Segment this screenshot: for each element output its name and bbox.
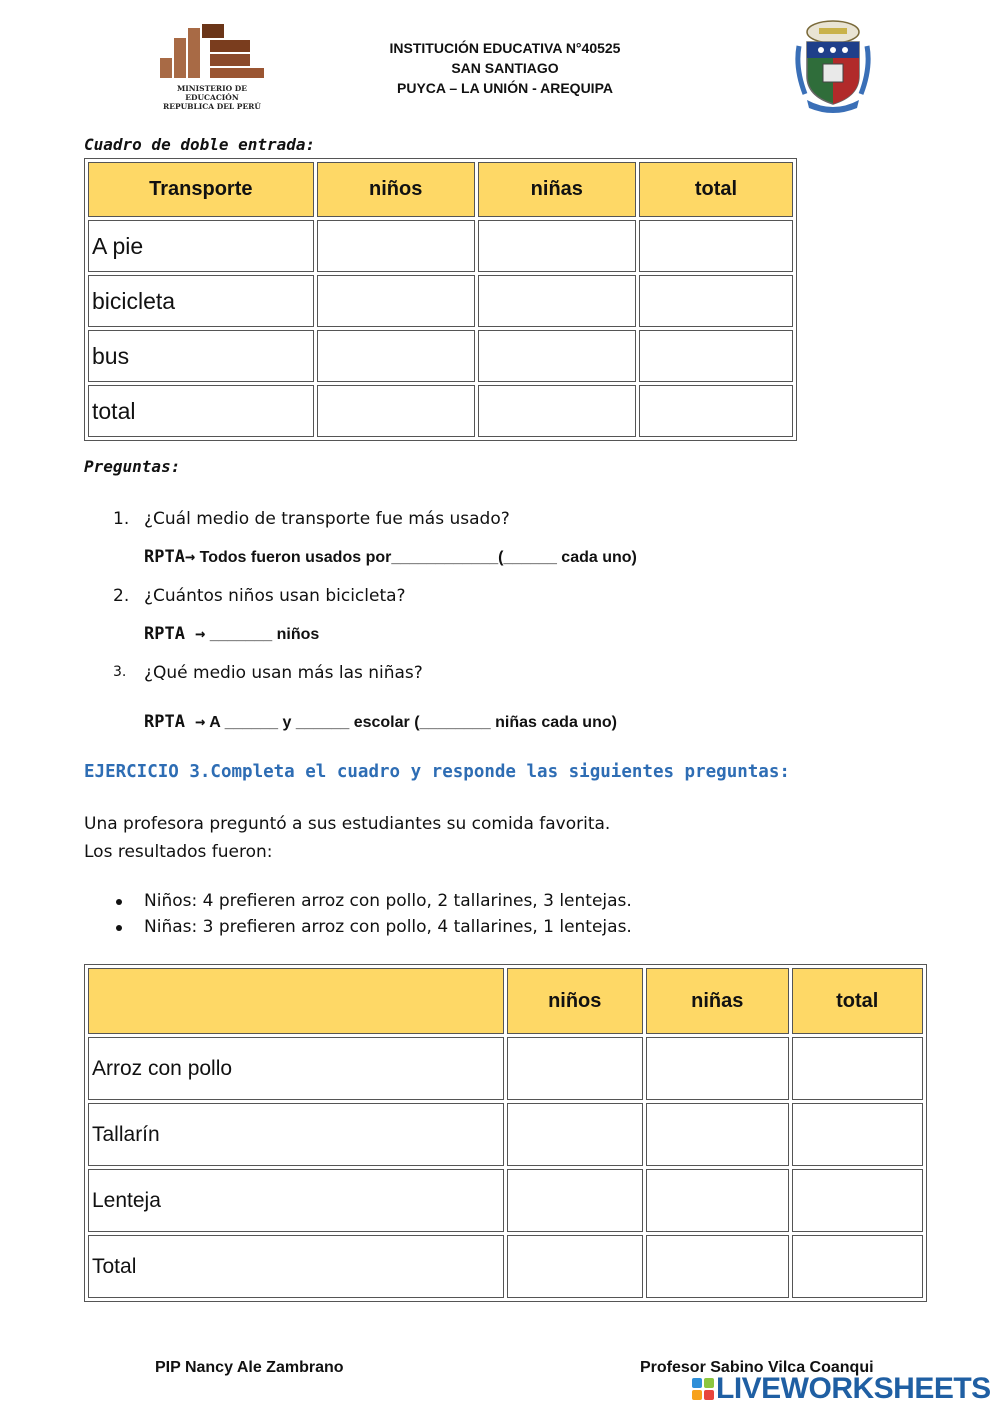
answer-cell[interactable] [478, 275, 636, 327]
column-header-total: total [639, 162, 793, 217]
liveworksheets-logo[interactable] [692, 1374, 991, 1404]
question-text: ¿Cuántos niños usan bicicleta? [144, 586, 406, 606]
answer-line [144, 712, 617, 732]
answer-blank-text[interactable]: A ______ y ______ escolar (________ niñas cada uno) [209, 714, 617, 731]
answer-blank-text[interactable]: _______ niños [209, 626, 320, 643]
question-text: ¿Qué medio usan más las niñas? [144, 663, 423, 683]
table-row [88, 1103, 923, 1166]
row-label-rice-chicken: Arroz con pollo [88, 1037, 504, 1100]
ministry-caption-line: MINISTERIO DE EDUCACIÓN [177, 84, 247, 102]
ministry-caption-line: REPUBLICA DEL PERÚ [163, 102, 261, 111]
question-text: ¿Cuál medio de transporte fue más usado? [144, 509, 510, 529]
column-header-girls: niñas [646, 968, 789, 1034]
answer-cell[interactable] [507, 1037, 643, 1100]
answer-label: RPTA→ [144, 547, 196, 567]
ministry-brick-icon [152, 20, 272, 82]
column-header-boys: niños [317, 162, 475, 217]
answer-cell[interactable] [639, 275, 793, 327]
row-label-bicycle: bicicleta [88, 275, 314, 327]
transport-table [84, 158, 797, 441]
table-header-row [88, 162, 793, 217]
bullet-icon [116, 899, 122, 905]
school-subname: SAN SANTIAGO [451, 60, 559, 76]
answer-cell[interactable] [792, 1235, 924, 1298]
answer-cell[interactable] [507, 1169, 643, 1232]
question-number: 3. [113, 664, 127, 680]
answer-line [144, 624, 319, 644]
row-label-total: total [88, 385, 314, 437]
column-header-total: total [792, 968, 924, 1034]
school-crest-icon [793, 18, 873, 114]
bullet-text: Niñas: 3 prefieren arroz con pollo, 4 tallarines, 1 lentejas. [144, 917, 632, 937]
row-label-bus: bus [88, 330, 314, 382]
answer-cell[interactable] [478, 220, 636, 272]
answer-blank-text[interactable]: Todos fueron usados por____________(______ cada uno) [199, 549, 637, 566]
intro-line: Una profesora preguntó a sus estudiantes su comida favorita. [84, 814, 611, 834]
table-header-row [88, 968, 923, 1034]
answer-cell[interactable] [639, 330, 793, 382]
answer-cell[interactable] [646, 1169, 789, 1232]
answer-cell[interactable] [317, 385, 475, 437]
answer-label: RPTA → [144, 712, 206, 732]
double-entry-label: Cuadro de doble entrada: [84, 135, 316, 154]
table-row [88, 1037, 923, 1100]
table-row [88, 385, 793, 437]
answer-cell[interactable] [639, 385, 793, 437]
table-row [88, 330, 793, 382]
answer-cell[interactable] [646, 1037, 789, 1100]
row-label-walking: A pie [88, 220, 314, 272]
answer-cell[interactable] [646, 1235, 789, 1298]
food-table [84, 964, 927, 1302]
answer-cell[interactable] [507, 1235, 643, 1298]
answer-cell[interactable] [639, 220, 793, 272]
column-header-girls: niñas [478, 162, 636, 217]
answer-cell[interactable] [317, 220, 475, 272]
row-label-total: Total [88, 1235, 504, 1298]
question-number: 1. [113, 509, 130, 529]
school-name: INSTITUCIÓN EDUCATIVA N°40525 [389, 40, 621, 56]
row-label-lentils: Lenteja [88, 1169, 504, 1232]
footer-right-name: Profesor Sabino Vilca Coanqui [640, 1359, 874, 1376]
answer-cell[interactable] [646, 1103, 789, 1166]
footer-left-name: PIP Nancy Ale Zambrano [155, 1359, 344, 1376]
bullet-icon [116, 925, 122, 931]
ministry-logo [152, 20, 272, 112]
table-row [88, 1169, 923, 1232]
liveworksheets-grid-icon [692, 1378, 714, 1400]
answer-cell[interactable] [792, 1103, 924, 1166]
answer-cell[interactable] [317, 275, 475, 327]
exercise-title: EJERCICIO 3.Completa el cuadro y responde las siguientes preguntas: [84, 762, 790, 782]
answer-cell[interactable] [507, 1103, 643, 1166]
row-label-noodles: Tallarín [88, 1103, 504, 1166]
column-header-transport: Transporte [88, 162, 314, 217]
answer-cell[interactable] [478, 385, 636, 437]
table-row [88, 220, 793, 272]
answer-cell[interactable] [792, 1037, 924, 1100]
column-header-empty [88, 968, 504, 1034]
column-header-boys: niños [507, 968, 643, 1034]
answer-cell[interactable] [478, 330, 636, 382]
school-header [330, 38, 680, 98]
liveworksheets-wordmark: LIVEWORKSHEETS [716, 1372, 991, 1405]
table-row [88, 1235, 923, 1298]
answer-label: RPTA → [144, 624, 206, 644]
answer-line [144, 547, 637, 567]
table-row [88, 275, 793, 327]
answer-cell[interactable] [792, 1169, 924, 1232]
bullet-text: Niños: 4 prefieren arroz con pollo, 2 tallarines, 3 lentejas. [144, 891, 632, 911]
question-number: 2. [113, 586, 130, 606]
school-location: PUYCA – LA UNIÓN - AREQUIPA [397, 80, 613, 96]
questions-label: Preguntas: [84, 457, 181, 476]
intro-line: Los resultados fueron: [84, 842, 273, 862]
answer-cell[interactable] [317, 330, 475, 382]
